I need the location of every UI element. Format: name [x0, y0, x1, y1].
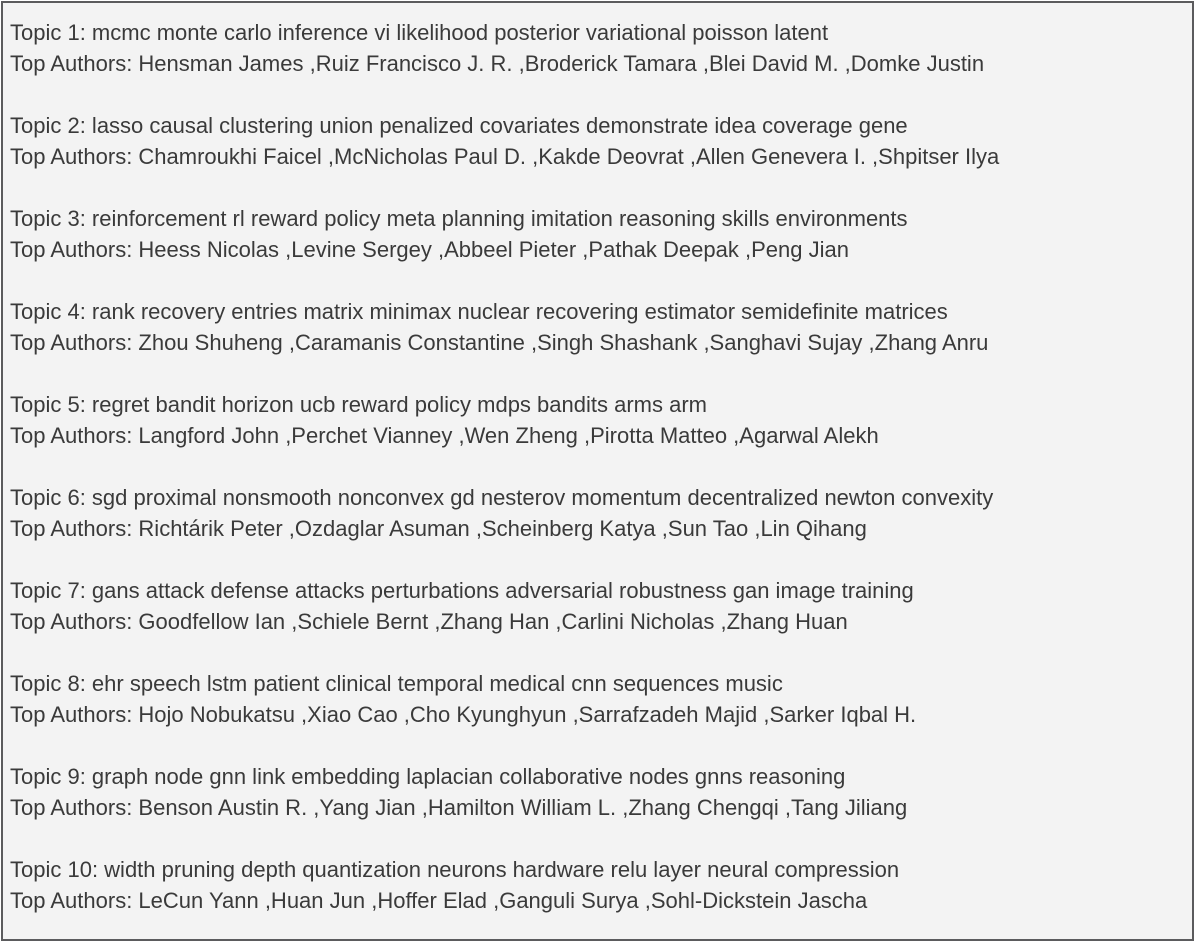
topic-authors-line: Top Authors: Benson Austin R. ,Yang Jian ,Hamilton William L. ,Zhang Chengqi ,Tang Jiliang: [10, 795, 908, 820]
topic-authors-line: Top Authors: Chamroukhi Faicel ,McNicholas Paul D. ,Kakde Deovrat ,Allen Genevera I. ,Shpitser Ilya: [10, 144, 1000, 169]
topic-block-7: [10, 575, 1186, 637]
topic-keywords-line: Topic 4: rank recovery entries matrix minimax nuclear recovering estimator semidefinite matrices: [10, 299, 948, 324]
topic-authors-line: Top Authors: Langford John ,Perchet Vianney ,Wen Zheng ,Pirotta Matteo ,Agarwal Alekh: [10, 423, 879, 448]
topic-authors-line: Top Authors: Goodfellow Ian ,Schiele Bernt ,Zhang Han ,Carlini Nicholas ,Zhang Huan: [10, 609, 848, 634]
topic-keywords-line: Topic 7: gans attack defense attacks perturbations adversarial robustness gan image training: [10, 578, 914, 603]
topic-authors-line: Top Authors: Richtárik Peter ,Ozdaglar Asuman ,Scheinberg Katya ,Sun Tao ,Lin Qihang: [10, 516, 867, 541]
topic-authors-line: Top Authors: Zhou Shuheng ,Caramanis Constantine ,Singh Shashank ,Sanghavi Sujay ,Zhang Anru: [10, 330, 989, 355]
topic-block-10: [10, 854, 1186, 916]
topic-keywords-line: Topic 10: width pruning depth quantization neurons hardware relu layer neural compression: [10, 857, 900, 882]
topic-block-2: [10, 110, 1186, 172]
topic-keywords-line: Topic 6: sgd proximal nonsmooth nonconvex gd nesterov momentum decentralized newton convexity: [10, 485, 994, 510]
topic-block-5: [10, 389, 1186, 451]
topic-keywords-line: Topic 2: lasso causal clustering union penalized covariates demonstrate idea coverage gene: [10, 113, 908, 138]
topic-keywords-line: Topic 3: reinforcement rl reward policy meta planning imitation reasoning skills environments: [10, 206, 908, 231]
topic-block-6: [10, 482, 1186, 544]
topic-block-3: [10, 203, 1186, 265]
topic-authors-line: Top Authors: Hensman James ,Ruiz Francisco J. R. ,Broderick Tamara ,Blei David M. ,Domke Justin: [10, 51, 985, 76]
topic-block-4: [10, 296, 1186, 358]
topic-keywords-line: Topic 8: ehr speech lstm patient clinical temporal medical cnn sequences music: [10, 671, 783, 696]
topic-block-1: [10, 17, 1186, 79]
topic-block-8: [10, 668, 1186, 730]
topic-authors-line: Top Authors: Hojo Nobukatsu ,Xiao Cao ,Cho Kyunghyun ,Sarrafzadeh Majid ,Sarker Iqbal H.: [10, 702, 917, 727]
topic-block-9: [10, 761, 1186, 823]
topic-keywords-line: Topic 9: graph node gnn link embedding laplacian collaborative nodes gnns reasoning: [10, 764, 846, 789]
topic-authors-line: Top Authors: LeCun Yann ,Huan Jun ,Hoffer Elad ,Ganguli Surya ,Sohl-Dickstein Jascha: [10, 888, 868, 913]
topic-keywords-line: Topic 1: mcmc monte carlo inference vi likelihood posterior variational poisson latent: [10, 20, 829, 45]
topic-keywords-line: Topic 5: regret bandit horizon ucb reward policy mdps bandits arms arm: [10, 392, 707, 417]
topic-authors-line: Top Authors: Heess Nicolas ,Levine Sergey ,Abbeel Pieter ,Pathak Deepak ,Peng Jian: [10, 237, 849, 262]
topics-panel: [1, 1, 1194, 941]
